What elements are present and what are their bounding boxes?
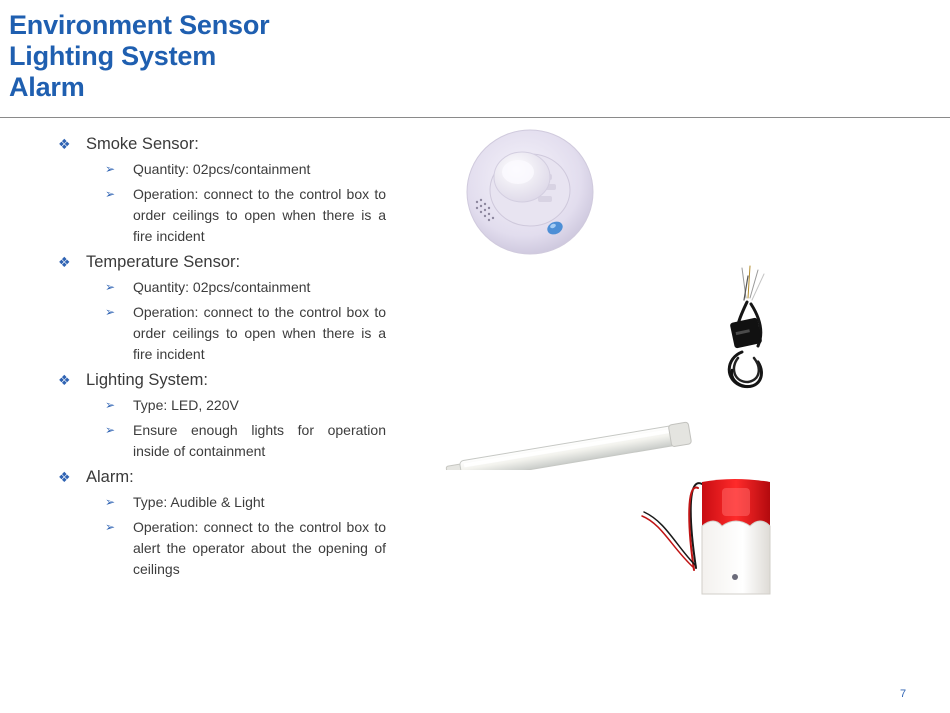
arrow-bullet-icon: ➢ [105,520,116,534]
page-number: 7 [900,688,907,700]
list-item [105,302,388,365]
list-item [105,420,388,462]
arrow-bullet-icon: ➢ [105,423,116,437]
alarm-items [105,492,388,580]
item-text: Type: Audible & Light [133,494,265,510]
strobe-alarm-image [638,468,774,598]
section-alarm [58,466,388,488]
item-text: Type: LED, 220V [133,397,239,413]
arrow-bullet-icon: ➢ [105,495,116,509]
arrow-bullet-icon: ➢ [105,305,116,319]
section-heading: Lighting System: [86,371,208,389]
item-text: Ensure enough lights for operation inside of containment [133,422,386,459]
title-divider [0,117,950,118]
section-heading: Temperature Sensor: [86,253,241,271]
diamond-bullet-icon: ❖ [58,469,71,485]
diamond-bullet-icon: ❖ [58,372,71,388]
section-temperature-sensor [58,251,388,273]
section-heading: Alarm: [86,468,134,486]
diamond-bullet-icon: ❖ [58,136,71,152]
title-line-2: Lighting System [9,41,217,71]
title-line-1: Environment Sensor [9,10,270,40]
list-item [105,159,388,180]
list-item [105,184,388,247]
list-item [105,395,388,416]
list-item [105,492,388,513]
item-text: Operation: connect to the control box to order ceilings to open when there is a fire incident [133,304,386,362]
title-line-3: Alarm [9,72,85,102]
temperature-sensor-image [718,262,780,392]
arrow-bullet-icon: ➢ [105,187,116,201]
section-smoke-sensor [58,133,388,155]
item-text: Quantity: 02pcs/containment [133,161,311,177]
arrow-bullet-icon: ➢ [105,162,116,176]
section-lighting-system [58,369,388,391]
smoke-sensor-image [462,122,598,258]
list-item [105,517,388,580]
led-tube-light-image [416,396,694,470]
item-text: Operation: connect to the control box to alert the operator about the opening of ceilings [133,519,386,577]
slide-title [9,10,269,103]
bullet-list [58,133,388,580]
arrow-bullet-icon: ➢ [105,280,116,294]
item-text: Operation: connect to the control box to order ceilings to open when there is a fire incident [133,186,386,244]
lighting-system-items [105,395,388,462]
section-heading: Smoke Sensor: [86,135,199,153]
temperature-sensor-items [105,277,388,365]
list-item [105,277,388,298]
arrow-bullet-icon: ➢ [105,398,116,412]
diamond-bullet-icon: ❖ [58,254,71,270]
smoke-sensor-items [105,159,388,247]
item-text: Quantity: 02pcs/containment [133,279,311,295]
